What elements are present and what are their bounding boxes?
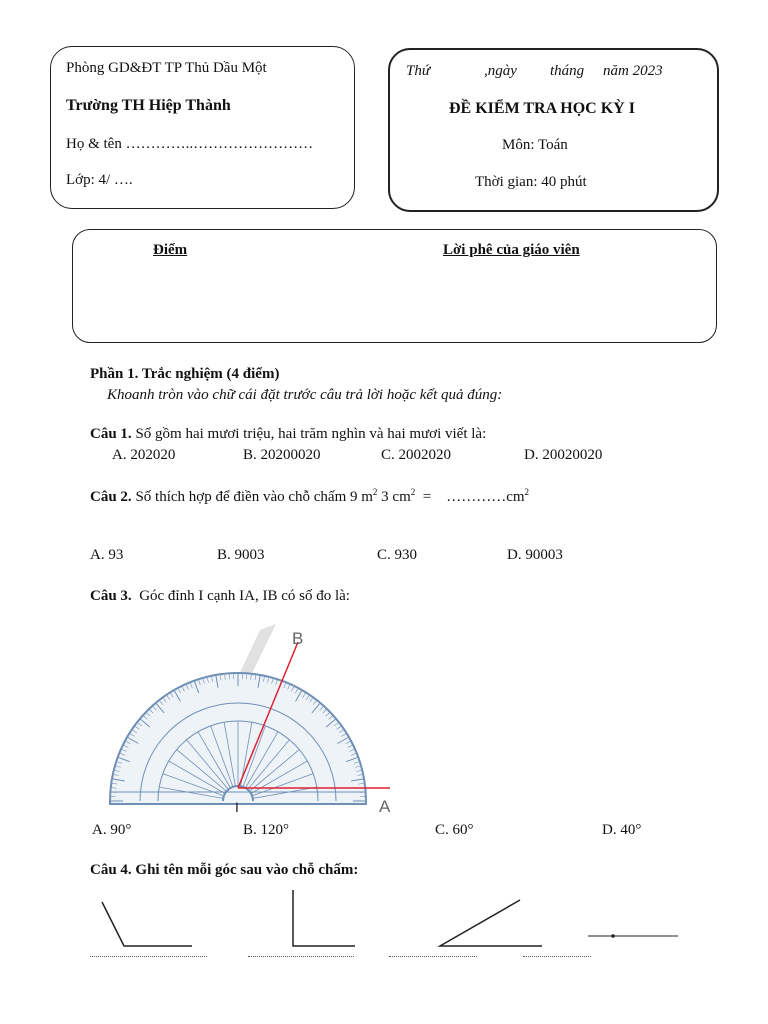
part1-instruction: Khoanh tròn vào chữ cái đặt trước câu trả lời hoặc kết quả đúng: xyxy=(107,387,503,403)
q3-option-a[interactable]: A. 90° xyxy=(92,822,132,838)
date-thu: Thứ xyxy=(406,63,431,79)
q1-option-b[interactable]: B. 20200020 xyxy=(243,447,321,463)
q1-option-a[interactable]: A. 202020 xyxy=(112,447,176,463)
teacher-comment-label: Lời phê của giáo viên xyxy=(443,242,580,258)
part1-title: Phần 1. Trắc nghiệm (4 điểm) xyxy=(90,366,280,382)
q2-superscript-1: 2 xyxy=(372,487,378,497)
point-b-label: B xyxy=(292,629,304,648)
q2-mid: 3 cm xyxy=(377,489,411,505)
q2-equals-blank: = …………cm xyxy=(415,489,525,505)
point-i-label: I xyxy=(235,799,239,815)
q2-option-d[interactable]: D. 90003 xyxy=(507,547,563,563)
q3-option-c[interactable]: C. 60° xyxy=(435,822,474,838)
acute-angle xyxy=(440,900,542,946)
date-nam: năm 2023 xyxy=(603,63,663,79)
question-1 xyxy=(90,426,486,443)
question-2-label: Câu 2. xyxy=(90,489,132,505)
question-1-text: Số gồm hai mươi triệu, hai trăm nghìn và hai mươi viết là: xyxy=(131,426,487,442)
q3-option-b[interactable]: B. 120° xyxy=(243,822,290,838)
q1-option-d[interactable]: D. 20020020 xyxy=(524,447,603,463)
date-ngay: ,ngày xyxy=(484,63,517,79)
question-3-text: Góc đỉnh I cạnh IA, IB có số đo là: xyxy=(131,588,350,604)
obtuse-angle xyxy=(102,902,192,946)
protractor-figure xyxy=(100,620,400,820)
duration-line: Thời gian: 40 phút xyxy=(475,174,587,190)
school-name: Trường TH Hiệp Thành xyxy=(66,97,231,114)
straight-angle-vertex xyxy=(611,934,615,938)
question-2 xyxy=(90,487,529,506)
point-a-label: A xyxy=(379,797,391,816)
question-1-label: Câu 1. xyxy=(90,426,132,442)
q2-option-c[interactable]: C. 930 xyxy=(377,547,418,563)
subject-line: Môn: Toán xyxy=(502,137,568,153)
question-3 xyxy=(90,588,350,605)
answer-blank-3[interactable] xyxy=(389,956,477,957)
date-thang: tháng xyxy=(550,63,585,79)
question-4-label: Câu 4. Ghi tên mỗi góc sau vào chỗ chấm: xyxy=(90,862,359,878)
q2-superscript-2: 2 xyxy=(410,487,416,497)
right-angle xyxy=(293,890,355,946)
question-3-label: Câu 3. xyxy=(90,588,132,604)
answer-blank-2[interactable] xyxy=(248,956,354,957)
answer-blank-4[interactable] xyxy=(523,956,591,957)
q1-option-c[interactable]: C. 2002020 xyxy=(381,447,452,463)
student-name-line: Họ & tên …………..…………………… xyxy=(66,136,314,152)
answer-blank-1[interactable] xyxy=(90,956,207,957)
department-text: Phòng GD&ĐT TP Thủ Dầu Một xyxy=(66,60,267,76)
class-line: Lớp: 4/ …. xyxy=(66,172,133,188)
exam-title: ĐỀ KIỂM TRA HỌC KỲ I xyxy=(449,100,635,117)
question-2-text: Số thích hợp để điền vào chỗ chấm 9 m xyxy=(131,489,373,505)
q2-superscript-3: 2 xyxy=(524,487,530,497)
q2-option-b[interactable]: B. 9003 xyxy=(217,547,265,563)
q2-option-a[interactable]: A. 93 xyxy=(90,547,124,563)
angle-figures xyxy=(80,890,700,970)
score-label: Điểm xyxy=(153,242,188,258)
q3-option-d[interactable]: D. 40° xyxy=(602,822,642,838)
